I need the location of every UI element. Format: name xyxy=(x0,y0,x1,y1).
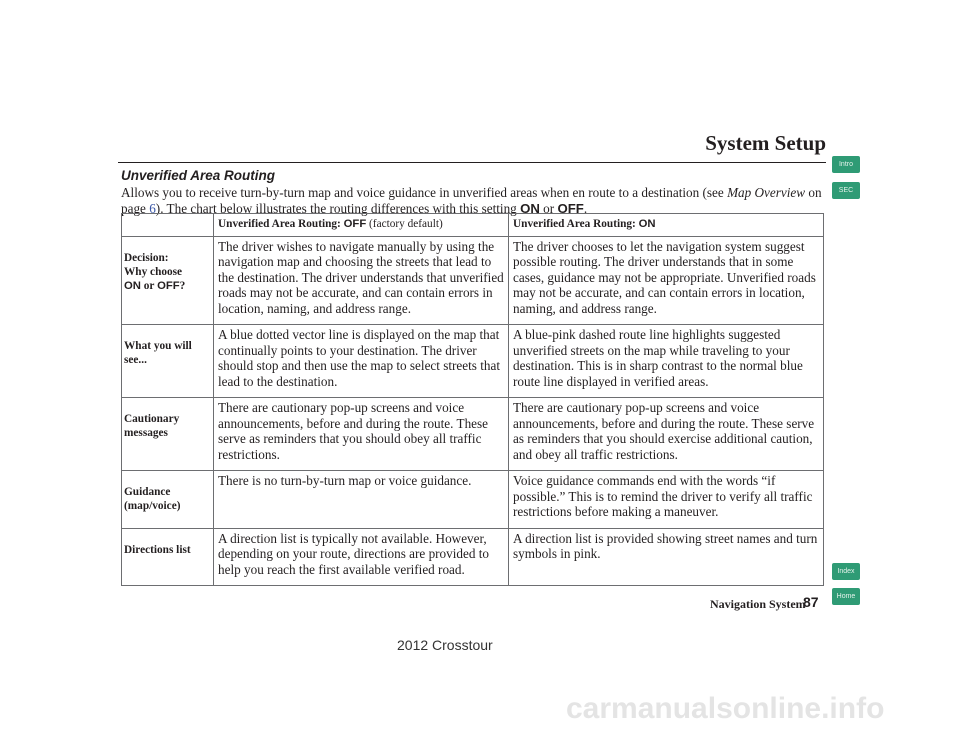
decision-on-cell: The driver chooses to let the navigation system suggest possible routing. The driver understands that in some cases, guidance may not be appropriate. Unverified roads may not be accurate, and can contain errors in location, naming, and address range. xyxy=(509,236,824,325)
header-off-prefix: Unverified Area Routing: xyxy=(218,218,344,230)
intro-period: . xyxy=(583,201,588,216)
directions-on-cell: A direction list is provided showing street names and turn symbols in pink. xyxy=(509,528,824,586)
page-6-link[interactable]: 6 xyxy=(149,201,156,216)
header-off xyxy=(214,214,509,237)
decision-off-cell: The driver wishes to navigate manually by using the navigation map and choosing the streets that lead to the destination. The driver understands that unverified roads may not be accurate, and can contain errors in location, naming, and address range. xyxy=(214,236,509,325)
header-off-value: OFF xyxy=(343,218,367,230)
routing-comparison-table xyxy=(121,213,824,586)
row-label-guidance: Guidance (map/voice) xyxy=(122,471,214,529)
intro-or: or xyxy=(539,201,558,216)
intro-text-end: ). The chart below illustrates the routing differences with this setting xyxy=(155,201,521,216)
index-tab-button[interactable]: Index xyxy=(832,563,860,580)
table-row xyxy=(122,398,824,471)
row-label-cautionary: Cautionary messages xyxy=(122,398,214,471)
guidance-off-cell: There is no turn-by-turn map or voice guidance. xyxy=(214,471,509,529)
model-caption: 2012 Crosstour xyxy=(397,637,493,653)
header-on-prefix: Unverified Area Routing: xyxy=(513,218,639,230)
page-title: System Setup xyxy=(705,131,826,155)
footer-section-name: Navigation System xyxy=(710,597,806,611)
table-row xyxy=(122,325,824,398)
header-empty-cell xyxy=(122,214,214,237)
title-divider xyxy=(118,162,826,163)
map-overview-ref: Map Overview xyxy=(727,185,806,200)
guidance-on-cell: Voice guidance commands end with the words “if possible.” This is to remind the driver to verify all traffic restrictions before making a maneuver. xyxy=(509,471,824,529)
decision-label-line2: Why choose xyxy=(124,265,183,278)
intro-page-prefix: on page xyxy=(121,185,822,216)
header-off-note: (factory default) xyxy=(366,218,443,230)
home-tab-button[interactable]: Home xyxy=(832,588,860,605)
page-number: 87 xyxy=(803,594,819,610)
decision-off: OFF xyxy=(157,279,180,292)
off-setting-label: OFF xyxy=(557,201,584,216)
intro-text-start: Allows you to receive turn-by-turn map and voice guidance in unverified areas when en route to a destination (see xyxy=(121,185,728,200)
cautionary-off-cell: There are cautionary pop-up screens and voice announcements, before and during the route. These serve as reminders that you should obey all traffic restrictions. xyxy=(214,398,509,471)
row-label-what-you-see: What you will see... xyxy=(122,325,214,398)
section-heading: Unverified Area Routing xyxy=(121,168,276,183)
table-header-row xyxy=(122,214,824,237)
row-label-decision xyxy=(122,236,214,325)
decision-q: ? xyxy=(179,279,186,292)
decision-on: ON xyxy=(124,279,141,292)
intro-tab-button[interactable]: Intro xyxy=(832,156,860,173)
site-watermark: carmanualsonline.info xyxy=(566,692,885,725)
table-row xyxy=(122,236,824,325)
table-row xyxy=(122,528,824,586)
header-on-value: ON xyxy=(638,218,656,230)
on-setting-label: ON xyxy=(520,201,540,216)
cautionary-on-cell: There are cautionary pop-up screens and voice announcements, before and during the route. These serve as reminders that you should exercise additional caution, and obey all traffic restrictions. xyxy=(509,398,824,471)
sec-tab-button[interactable]: SEC xyxy=(832,182,860,199)
row-label-directions: Directions list xyxy=(122,528,214,586)
table-row xyxy=(122,471,824,529)
decision-label-line1: Decision: xyxy=(124,251,169,264)
decision-or: or xyxy=(140,279,158,292)
directions-off-cell: A direction list is typically not available. However, depending on your route, directions are provided to help you reach the first available verified road. xyxy=(214,528,509,586)
what-you-see-off-cell: A blue dotted vector line is displayed on the map that continually points to your destination. The driver should stop and then use the map to select streets that lead to the destination. xyxy=(214,325,509,398)
header-on xyxy=(509,214,824,237)
what-you-see-on-cell: A blue-pink dashed route line highlights suggested unverified streets on the map while traveling to your destination. This is in sharp contrast to the normal blue route line displayed in verified areas. xyxy=(509,325,824,398)
